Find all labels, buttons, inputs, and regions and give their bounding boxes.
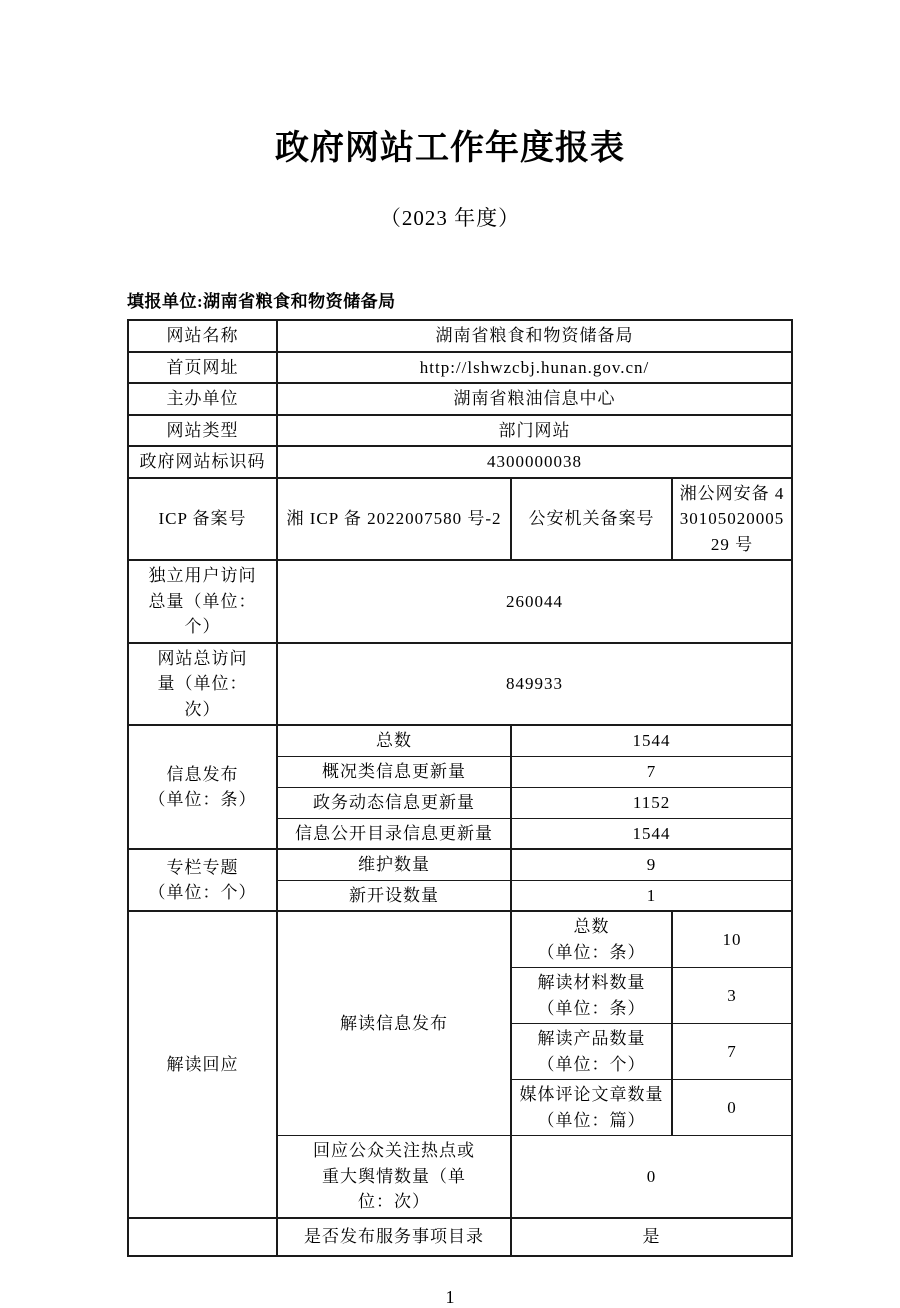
topics-new-value: 1: [511, 880, 792, 911]
page-number: 1: [445, 1286, 455, 1307]
icp-record-label: ICP 备案号: [128, 478, 277, 561]
row-organizer: [128, 383, 792, 415]
hotspot-response-value: 0: [511, 1136, 792, 1218]
interp-products-label-name: 解读产品数量: [537, 1029, 646, 1048]
organizer-value: 湖南省粮油信息中心: [277, 383, 792, 415]
page-subtitle: （2023 年度）: [379, 206, 521, 230]
interp-products-label: [511, 1024, 672, 1080]
info-publish-group-name: 信息发布: [166, 764, 239, 784]
site-id-code-value: 4300000038: [277, 446, 792, 478]
special-topics-group-label: [128, 849, 277, 911]
police-record-label: 公安机关备案号: [511, 478, 672, 561]
site-id-code-label: 政府网站标识码: [128, 446, 277, 478]
row-icp-record: [128, 478, 792, 561]
info-publish-total-label: 总数: [277, 725, 511, 756]
interp-materials-label: [511, 968, 672, 1024]
row-site-id-code: [128, 446, 792, 478]
interp-products-label-unit: （单位：个）: [537, 1054, 646, 1074]
unique-visitors-label-text: 独立用户访问总量（单位：个）: [148, 566, 257, 636]
gov-news-update-label: 政务动态信息更新量: [277, 787, 511, 818]
interp-total-value: 10: [672, 911, 792, 968]
service-catalog-label: 是否发布服务事项目录: [277, 1218, 511, 1256]
interpretation-group-label: 解读回应: [128, 911, 277, 1218]
hotspot-response-label-text: 回应公众关注热点或重大舆情数量（单位：次）: [313, 1141, 475, 1211]
disclosure-update-label: 信息公开目录信息更新量: [277, 818, 511, 849]
media-comments-label-unit: （单位：篇）: [537, 1110, 646, 1130]
info-publish-group-unit: （单位：条）: [148, 790, 257, 809]
row-homepage-url: [128, 352, 792, 384]
interp-materials-value: 3: [672, 968, 792, 1024]
interpretation-publish-label: 解读信息发布: [277, 911, 511, 1136]
media-comments-label-name: 媒体评论文章数量: [519, 1085, 664, 1104]
overview-update-value: 7: [511, 756, 792, 787]
total-visits-label-text: 网站总访问量（单位：次）: [157, 648, 248, 719]
row-interp-total: [128, 911, 792, 968]
gov-news-update-value: 1152: [511, 787, 792, 818]
special-topics-group-unit: （单位：个）: [148, 883, 257, 902]
row-unique-visitors: [128, 560, 792, 643]
row-topics-maintained: [128, 849, 792, 880]
row-info-publish-total: [128, 725, 792, 756]
annual-report-table: [127, 319, 793, 1257]
empty-cell: [128, 1218, 277, 1256]
overview-update-label: 概况类信息更新量: [277, 756, 511, 787]
total-visits-label: [128, 643, 277, 726]
row-total-visits: [128, 643, 792, 726]
police-record-value: 湘公网安备 43010502000529 号: [672, 478, 792, 561]
topics-new-label: 新开设数量: [277, 880, 511, 911]
service-catalog-value: 是: [511, 1218, 792, 1256]
info-publish-total-value: 1544: [511, 725, 792, 756]
hotspot-response-label: [277, 1136, 511, 1218]
interp-materials-label-unit: （单位：条）: [537, 998, 646, 1018]
site-type-value: 部门网站: [277, 415, 792, 447]
special-topics-group-name: 专栏专题: [166, 857, 239, 877]
homepage-url-value: http://lshwzcbj.hunan.gov.cn/: [277, 352, 792, 384]
row-site-name: [128, 320, 792, 352]
interp-products-value: 7: [672, 1024, 792, 1080]
site-type-label: 网站类型: [128, 415, 277, 447]
icp-record-value: 湘 ICP 备 2022007580 号-2: [277, 478, 511, 561]
reporting-unit: 填报单位:湖南省粮食和物资储备局: [127, 292, 396, 311]
organizer-label: 主办单位: [128, 383, 277, 415]
row-site-type: [128, 415, 792, 447]
interp-materials-label-name: 解读材料数量: [537, 973, 646, 992]
topics-maintained-value: 9: [511, 849, 792, 880]
interp-total-label: [511, 911, 672, 968]
unique-visitors-value: 260044: [277, 560, 792, 643]
interp-total-label-unit: （单位：条）: [537, 942, 646, 962]
interp-total-label-name: 总数: [573, 917, 610, 936]
unique-visitors-label: [128, 560, 277, 643]
disclosure-update-value: 1544: [511, 818, 792, 849]
row-service-catalog: [128, 1218, 792, 1256]
media-comments-value: 0: [672, 1080, 792, 1136]
site-name-value: 湖南省粮食和物资储备局: [277, 320, 792, 352]
homepage-url-label: 首页网址: [128, 352, 277, 384]
total-visits-value: 849933: [277, 643, 792, 726]
info-publish-group-label: [128, 725, 277, 849]
topics-maintained-label: 维护数量: [277, 849, 511, 880]
site-name-label: 网站名称: [128, 320, 277, 352]
media-comments-label: [511, 1080, 672, 1136]
page-title: 政府网站工作年度报表: [275, 129, 625, 167]
